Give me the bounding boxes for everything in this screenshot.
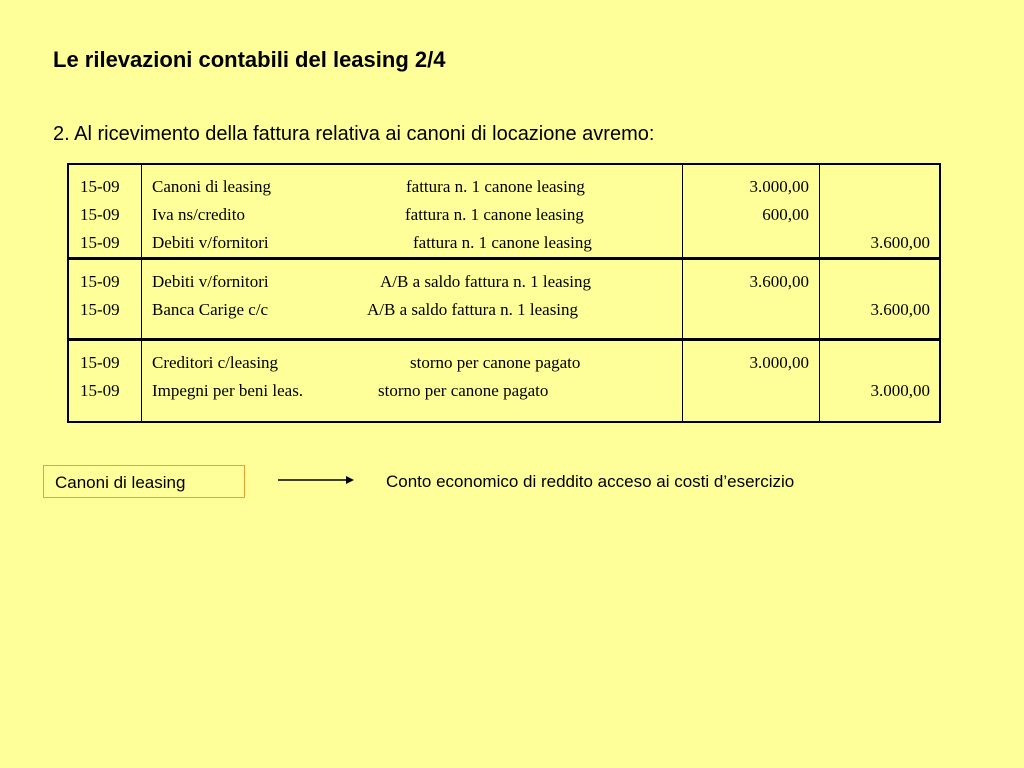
account-name: Impegni per beni leas.: [152, 381, 304, 400]
account-name: Creditori c/leasing: [152, 353, 279, 372]
legend-box: Canoni di leasing: [43, 465, 245, 498]
journal-table: [67, 163, 941, 423]
entry-line: [152, 229, 682, 257]
avere-column: [820, 341, 939, 421]
entry-line: [152, 173, 682, 201]
entry-note: fattura n. 1 canone leasing: [406, 177, 585, 196]
account-name: Banca Carige c/c: [152, 300, 269, 319]
entry-date: 15-09: [80, 381, 120, 400]
account-name: Debiti v/fornitori: [152, 272, 269, 291]
journal-entry: [69, 260, 939, 341]
dare-amount: 3.000,00: [749, 353, 809, 372]
subtitle: 2. Al ricevimento della fattura relativa ai canoni di locazione avremo:: [53, 123, 655, 145]
dare-column: [683, 260, 820, 338]
description-column: [142, 341, 683, 421]
entry-note: fattura n. 1 canone leasing: [413, 233, 592, 252]
avere-amount: [820, 173, 930, 201]
entry-date: 15-09: [80, 205, 120, 224]
entry-note: A/B a saldo fattura n. 1 leasing: [380, 272, 592, 291]
entry-line: [152, 349, 682, 377]
avere-amount: 3.600,00: [870, 233, 930, 252]
account-name: Debiti v/fornitori: [152, 233, 269, 252]
entry-date: 15-09: [80, 300, 120, 319]
dare-amount: [683, 229, 809, 257]
avere-amount: [820, 268, 930, 296]
date-column: [69, 341, 142, 421]
entry-date: 15-09: [80, 177, 120, 196]
entry-line: [152, 268, 682, 296]
entry-line: [152, 377, 682, 405]
description-column: [142, 260, 683, 338]
legend-description: Conto economico di reddito acceso ai costi d’esercizio: [386, 472, 795, 491]
entry-line: [152, 296, 682, 324]
date-column: [69, 260, 142, 338]
avere-amount: 3.000,00: [870, 381, 930, 400]
entry-note: storno per canone pagato: [410, 353, 581, 372]
entry-date: 15-09: [80, 272, 120, 291]
entry-note: A/B a saldo fattura n. 1 leasing: [367, 300, 579, 319]
avere-column: [820, 165, 939, 257]
avere-amount: [820, 349, 930, 377]
description-column: [142, 165, 683, 257]
dare-amount: [683, 377, 809, 405]
dare-amount: 600,00: [762, 205, 809, 224]
entry-line: [152, 201, 682, 229]
dare-column: [683, 165, 820, 257]
avere-column: [820, 260, 939, 338]
arrow-right-icon: [278, 472, 354, 488]
avere-amount: 3.600,00: [870, 300, 930, 319]
journal-entry: [69, 165, 939, 260]
dare-column: [683, 341, 820, 421]
account-name: Iva ns/credito: [152, 205, 245, 224]
dare-amount: 3.600,00: [749, 272, 809, 291]
page-title: Le rilevazioni contabili del leasing 2/4: [53, 47, 446, 72]
account-name: Canoni di leasing: [152, 177, 271, 196]
dare-amount: [683, 296, 809, 324]
entry-note: fattura n. 1 canone leasing: [405, 205, 584, 224]
entry-date: 15-09: [80, 233, 120, 252]
entry-date: 15-09: [80, 353, 120, 372]
journal-entry: [69, 341, 939, 421]
dare-amount: 3.000,00: [749, 177, 809, 196]
date-column: [69, 165, 142, 257]
avere-amount: [820, 201, 930, 229]
entry-note: storno per canone pagato: [378, 381, 549, 400]
